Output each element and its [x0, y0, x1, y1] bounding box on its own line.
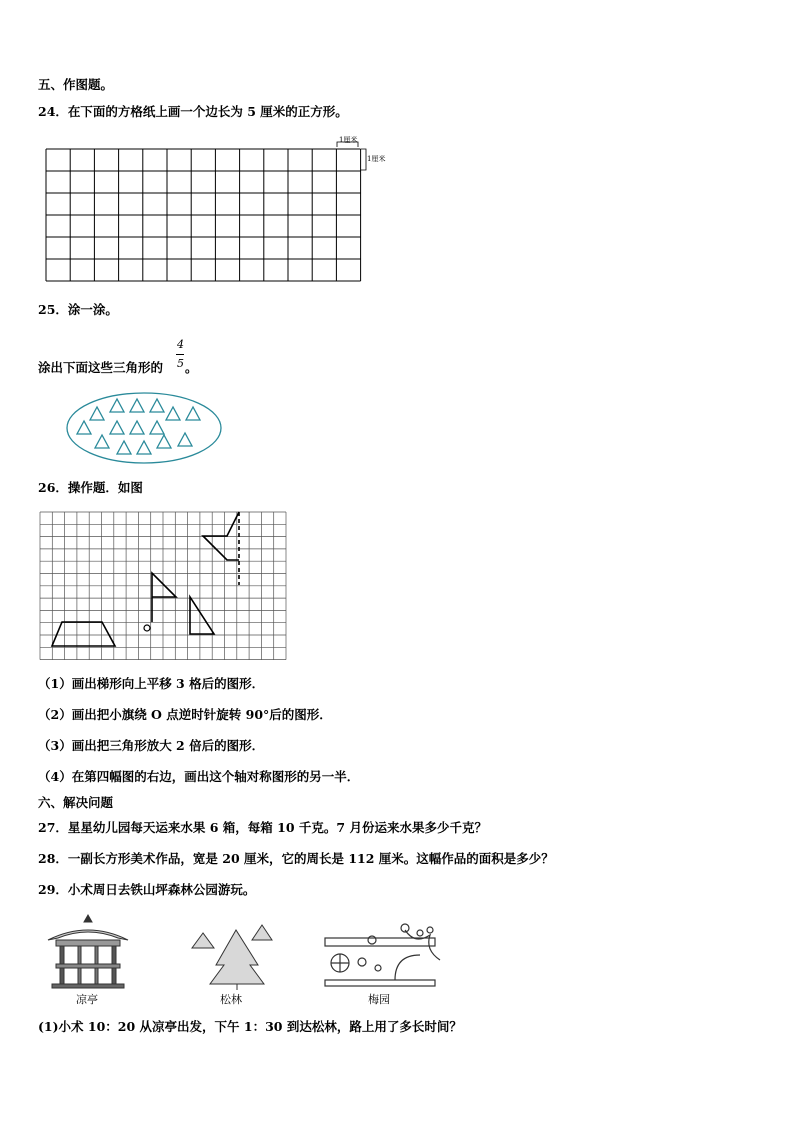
triangle-mark: [178, 433, 192, 446]
label-pine-forest: 松林: [220, 993, 242, 1006]
triangle-mark: [110, 421, 124, 434]
flag: [152, 573, 176, 622]
fraction-numerator: 4: [177, 338, 184, 351]
question-25-text: 涂出下面这些三角形的: [38, 360, 164, 375]
question-24: 24．在下面的方格纸上画一个边长为 5 厘米的正方形。: [38, 104, 348, 119]
half-symmetric-shape: [203, 512, 239, 560]
question-29: 29．小术周日去铁山坪森林公园游玩。: [38, 882, 256, 897]
question-25: 25．涂一涂。: [38, 302, 118, 317]
triangle-mark: [137, 441, 151, 454]
unit-width-label: 1厘米: [339, 136, 358, 144]
question-26: 26．操作题．如图: [38, 480, 143, 495]
triangle-mark: [186, 407, 200, 420]
question-26-3: （3）画出把三角形放大 2 倍后的图形．: [38, 738, 265, 753]
fraction-bar: [176, 354, 184, 355]
triangle-mark: [77, 421, 91, 434]
triangle-mark: [90, 407, 104, 420]
question-25-end: 。: [185, 360, 198, 375]
question-28: 28．一副长方形美术作品，宽是 20 厘米，它的周长是 112 厘米。这幅作品的面积是多少？: [38, 851, 554, 866]
triangle-mark: [130, 421, 144, 434]
triangle-mark: [95, 435, 109, 448]
triangle-mark: [166, 407, 180, 420]
question-29-1: (1)小术 10：20 从凉亭出发，下午 1：30 到达松林，路上用了多长时间？: [38, 1019, 462, 1034]
section-five-heading: 五、作图题。: [38, 77, 114, 92]
question-26-1: （1）画出梯形向上平移 3 格后的图形．: [38, 676, 265, 691]
question-26-4: （4）在第四幅图的右边，画出这个轴对称图形的另一半．: [38, 769, 360, 784]
trapezoid: [52, 622, 115, 646]
section-six-heading: 六、解决问题: [38, 795, 114, 810]
question-27: 27．星星幼儿园每天运来水果 6 箱，每箱 10 千克。7 月份运来水果多少千克？: [38, 820, 487, 835]
fraction-denominator: 5: [177, 357, 184, 370]
triangle-mark: [157, 435, 171, 448]
unit-height-label: 1厘米: [367, 155, 386, 163]
triangle-mark: [150, 399, 164, 412]
triangle: [190, 597, 214, 634]
label-pavilion: 凉亭: [76, 993, 98, 1006]
triangle-mark: [117, 441, 131, 454]
question-26-2: （2）画出把小旗绕 O 点逆时针旋转 90°后的图形．: [38, 707, 332, 722]
triangle-mark: [130, 399, 144, 412]
triangle-mark: [110, 399, 124, 412]
label-plum-garden: 梅园: [368, 993, 390, 1006]
triangle-mark: [150, 421, 164, 434]
